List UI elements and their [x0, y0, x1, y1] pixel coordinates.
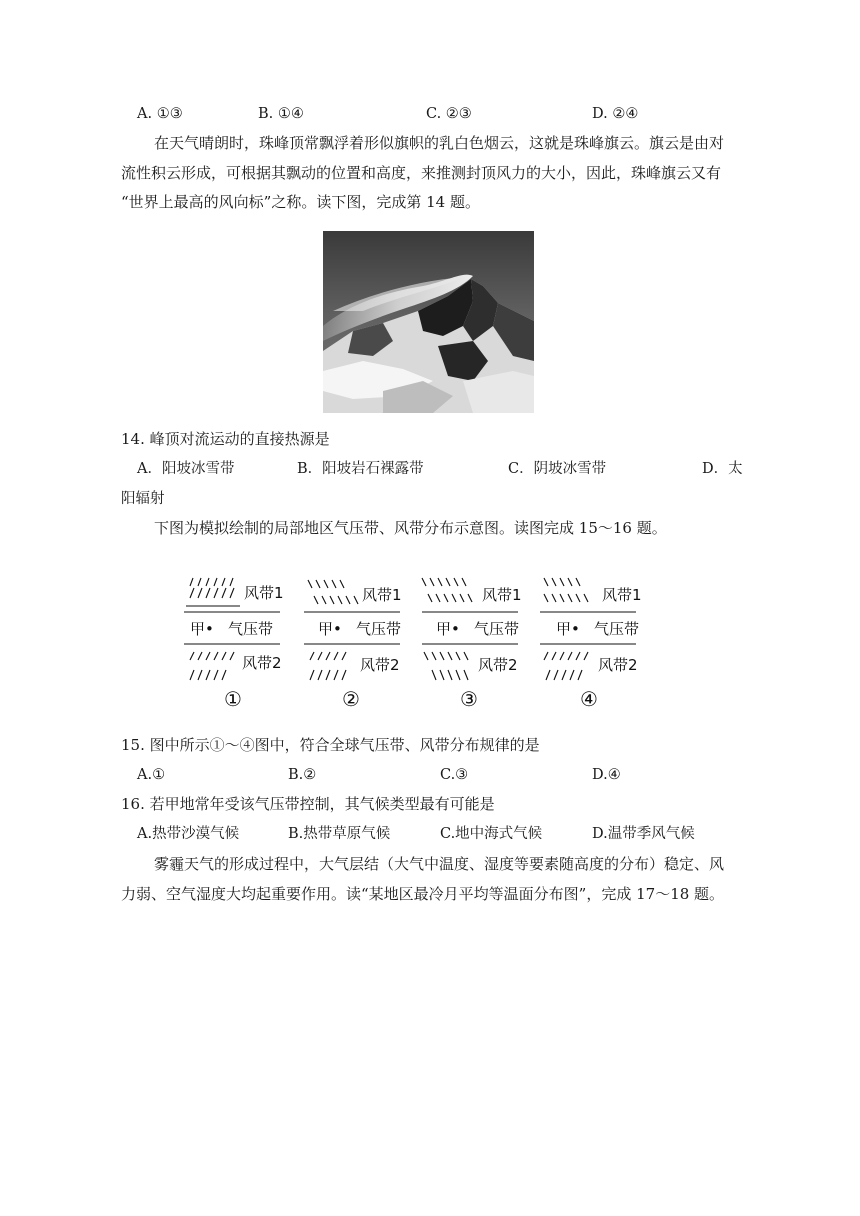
q14-option-a: A．阳坡冰雪带 — [137, 461, 235, 477]
wind-belt-1-label: 风带1 — [244, 584, 284, 602]
q16-option-c: C.地中海式气候 — [440, 826, 543, 842]
pressure-belt-label: 气压带 — [474, 620, 520, 638]
intro-smog-line2: 力弱、空气湿度大均起重要作用。读“某地区最冷月平均等温面分布图”，完成 17～18 题。 — [121, 885, 725, 903]
jia-label: 甲• — [190, 620, 214, 638]
everest-flag-cloud-photo — [323, 231, 534, 413]
q15-stem: 15. 图中所示①～④图中，符合全球气压带、风带分布规律的是 — [121, 736, 540, 754]
wind-belt-2-label: 风带2 — [242, 654, 282, 672]
belt-panel-2 — [300, 568, 416, 718]
q14-stem: 14. 峰顶对流运动的直接热源是 — [121, 430, 330, 448]
q15-option-c: C.③ — [440, 767, 469, 783]
q13-option-d: D. ②④ — [592, 106, 639, 122]
wind-belt-2-label: 风带2 — [598, 656, 638, 674]
upper-wind-arrows — [186, 578, 240, 606]
panel-number: ① — [224, 687, 242, 711]
panel-number: ③ — [460, 687, 478, 711]
q16-stem: 16. 若甲地常年受该气压带控制，其气候类型最有可能是 — [121, 795, 495, 813]
lower-wind-arrows — [190, 652, 234, 680]
q14-option-b: B．阳坡岩石裸露带 — [297, 461, 424, 477]
q14-option-d-continued: 阳辐射 — [121, 491, 165, 507]
jia-label: 甲• — [556, 620, 580, 638]
intro-flag-line1: 在天气晴朗时，珠峰顶常飘浮着形似旗帜的乳白色烟云，这就是珠峰旗云。旗云是由对 — [154, 134, 725, 152]
intro-belts: 下图为模拟绘制的局部地区气压带、风带分布示意图。读图完成 15～16 题。 — [154, 519, 667, 537]
belt-panel-4 — [536, 568, 652, 718]
intro-flag-line3: “世界上最高的风向标”之称。读下图，完成第 14 题。 — [121, 193, 480, 211]
jia-label: 甲• — [318, 620, 342, 638]
q13-option-b: B. ①④ — [258, 106, 304, 122]
pressure-belt-label: 气压带 — [356, 620, 402, 638]
q15-option-d: D.④ — [592, 767, 621, 783]
jia-label: 甲• — [436, 620, 460, 638]
wind-belt-1-label: 风带1 — [362, 586, 402, 604]
panel-number: ② — [342, 687, 360, 711]
panel-number: ④ — [580, 687, 598, 711]
q16-option-a: A.热带沙漠气候 — [137, 826, 240, 842]
intro-smog-line1: 雾霾天气的形成过程中，大气层结（大气中温度、湿度等要素随高度的分布）稳定、风 — [154, 855, 725, 873]
intro-flag-line2: 流性积云形成，可根据其飘动的位置和高度，来推测封顶风力的大小，因此，珠峰旗云又有 — [121, 164, 722, 182]
pressure-belt-label: 气压带 — [594, 620, 640, 638]
belt-panel-3 — [418, 568, 534, 718]
q14-option-d: D．太 — [702, 461, 743, 477]
q15-option-b: B.② — [288, 767, 317, 783]
q15-option-a: A.① — [137, 767, 166, 783]
q16-option-d: D.温带季风气候 — [592, 826, 695, 842]
wind-belt-1-label: 风带1 — [482, 586, 522, 604]
wind-belt-2-label: 风带2 — [360, 656, 400, 674]
q13-option-a: A. ①③ — [137, 106, 183, 122]
q14-option-c: C．阴坡冰雪带 — [508, 461, 607, 477]
belt-panel-1 — [180, 568, 296, 718]
wind-belt-1-label: 风带1 — [602, 586, 642, 604]
wind-belt-2-label: 风带2 — [478, 656, 518, 674]
q13-option-c: C. ②③ — [426, 106, 472, 122]
pressure-belt-label: 气压带 — [228, 620, 274, 638]
q16-option-b: B.热带草原气候 — [288, 826, 391, 842]
